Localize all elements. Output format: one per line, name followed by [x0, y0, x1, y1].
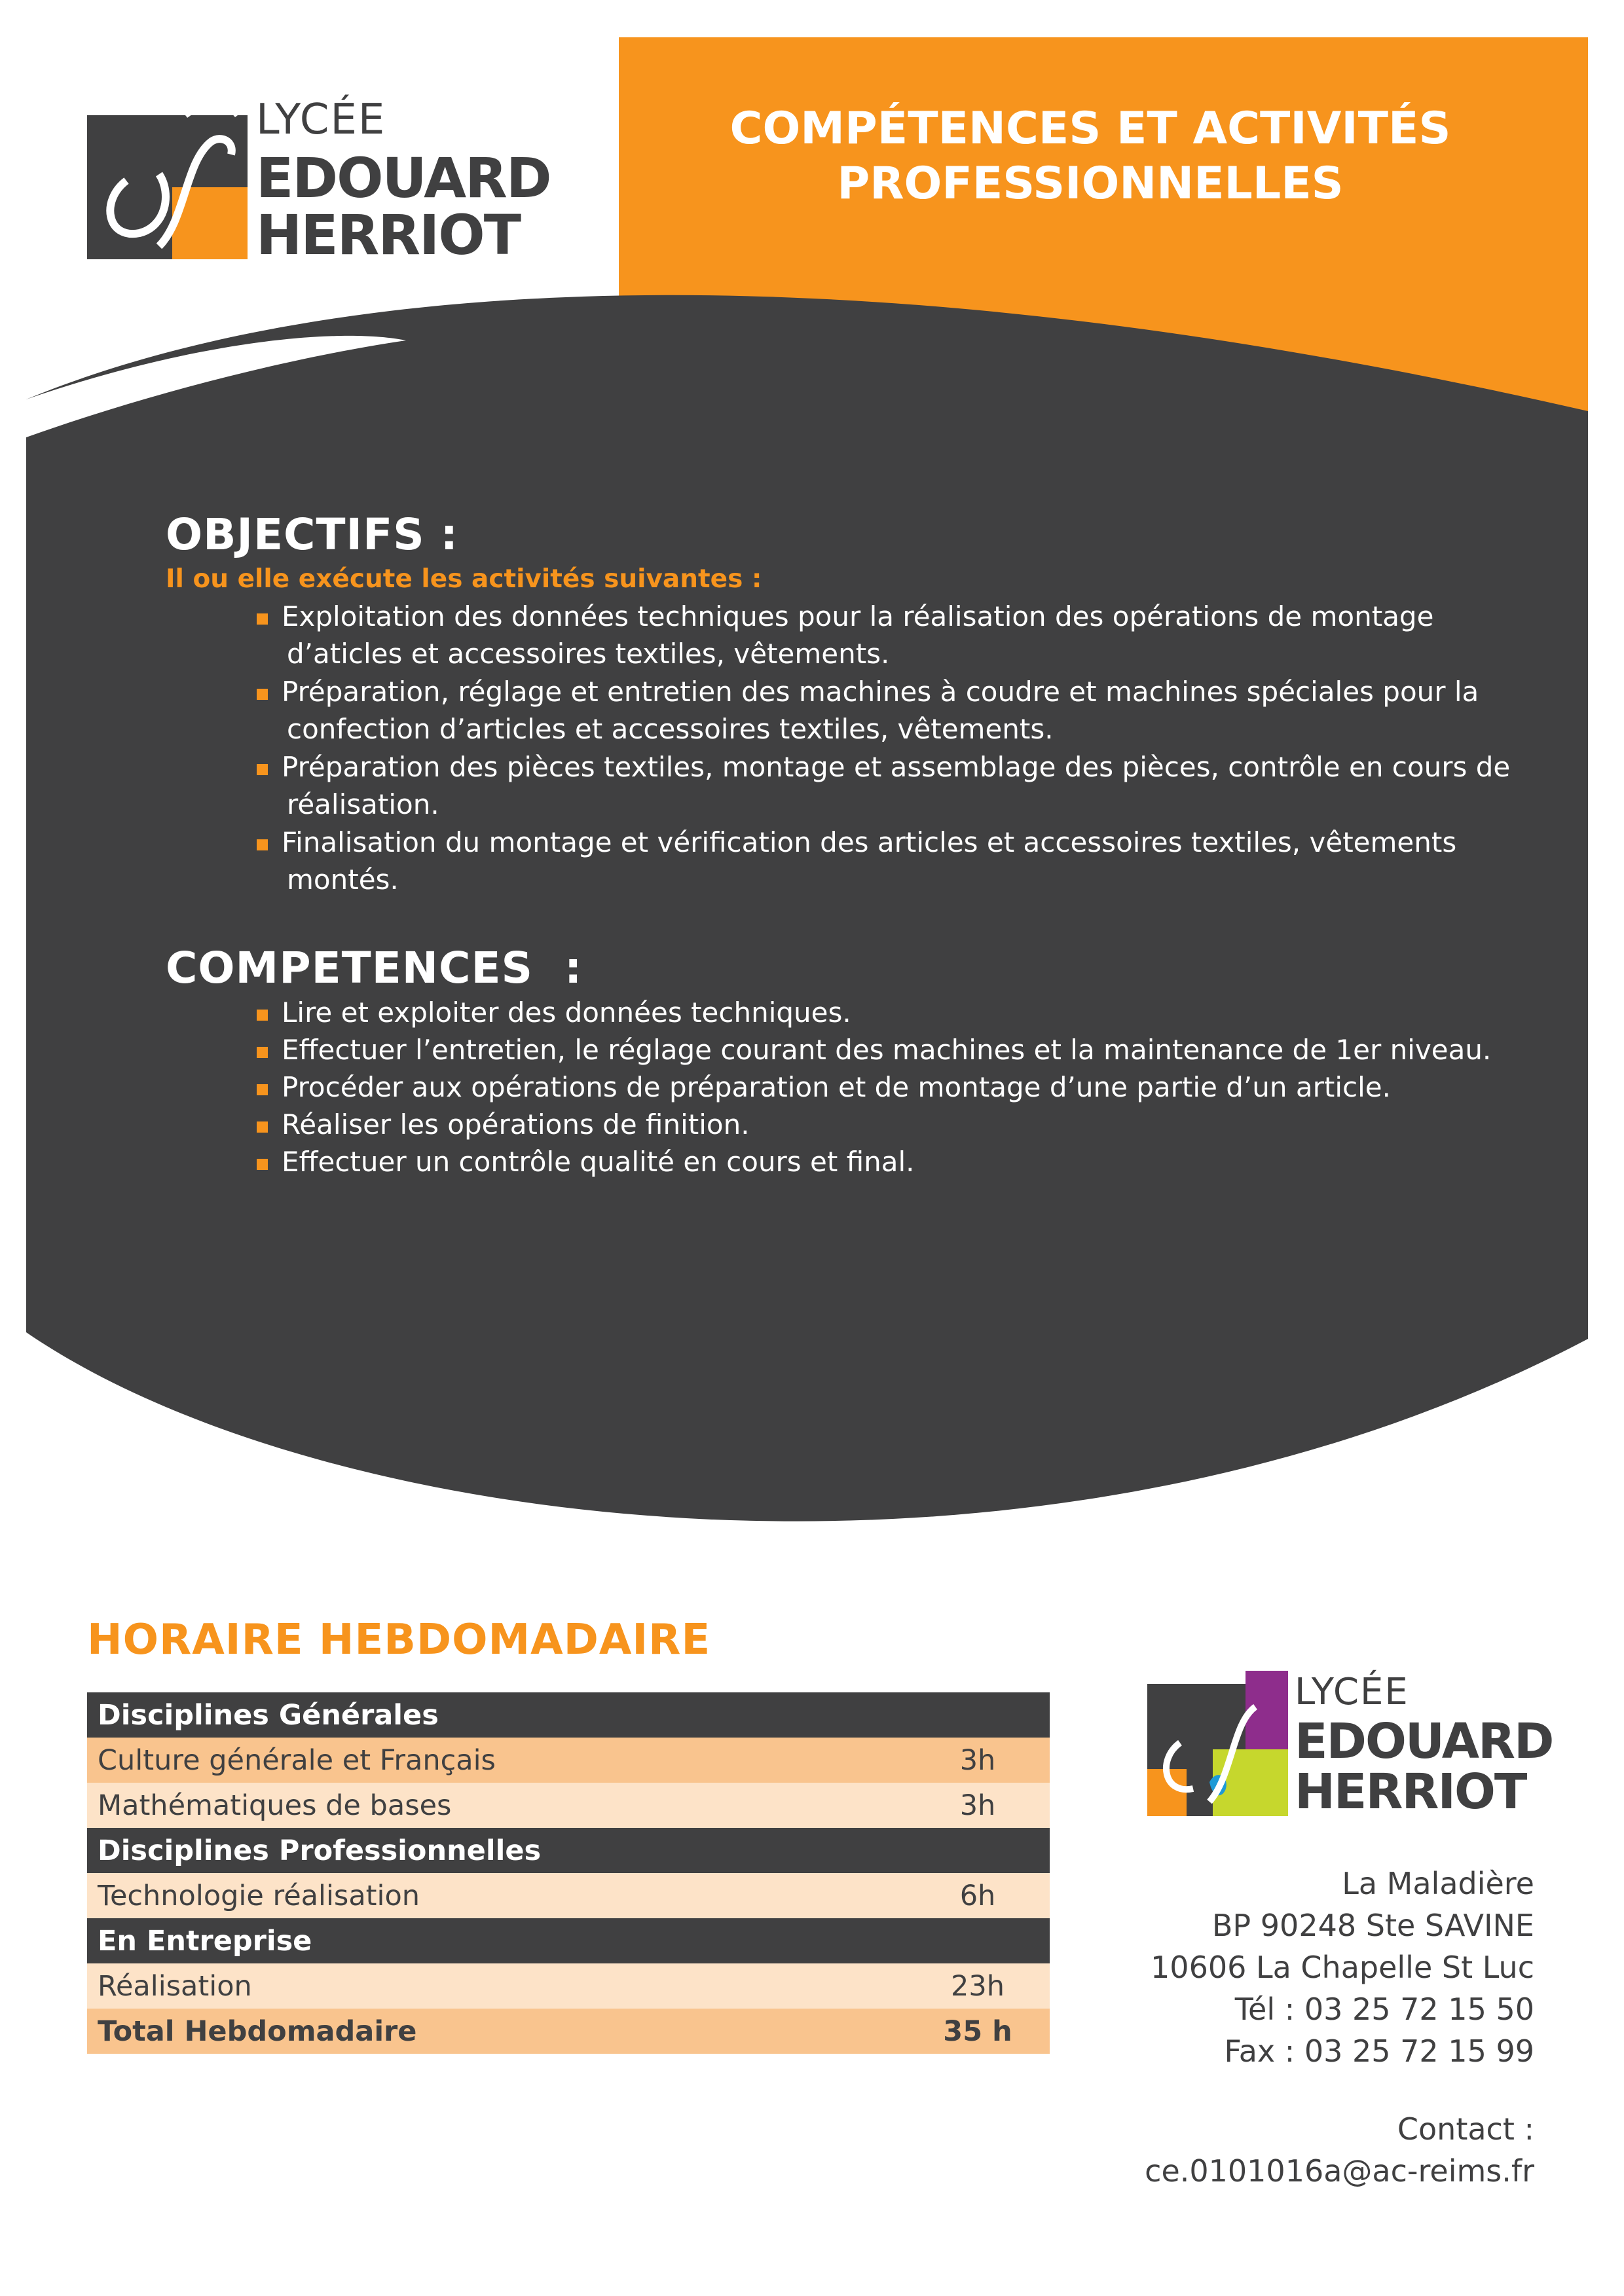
item-text: Effectuer l’entretien, le réglage courant des machines et la maintenance de 1er niveau.	[282, 1034, 1492, 1066]
table-row	[87, 1963, 1050, 2009]
logo-herriot-text: HERRIOT	[1295, 1764, 1526, 1820]
row-hours	[906, 1918, 1050, 1963]
objectifs-list	[257, 598, 1553, 899]
item-text: Lire et exploiter des données techniques.	[282, 996, 851, 1029]
bullet-square-icon	[257, 613, 268, 625]
row-label: Disciplines Professionnelles	[87, 1828, 906, 1873]
logo-mark-icon	[87, 102, 248, 259]
row-hours: 6h	[906, 1873, 1050, 1918]
address-line: BP 90248 Ste SAVINE	[1211, 1908, 1534, 1943]
item-line: réalisation.	[287, 788, 439, 820]
contact-block	[1145, 2108, 1534, 2192]
address-block	[1151, 1863, 1534, 2072]
row-label: Disciplines Générales	[87, 1692, 906, 1738]
page-title-line2: PROFESSIONNELLES	[837, 158, 1344, 210]
row-hours: 3h	[906, 1783, 1050, 1828]
item-text: Effectuer un contrôle qualité en cours et final.	[282, 1146, 915, 1178]
bullet-square-icon	[257, 764, 268, 775]
table-row	[87, 1738, 1050, 1783]
table-row	[87, 1783, 1050, 1828]
row-label: En Entreprise	[87, 1918, 906, 1963]
item-line: montés.	[287, 864, 399, 896]
list-item	[257, 1031, 1553, 1068]
row-label: Mathématiques de bases	[87, 1783, 906, 1828]
item-line: d’aticles et accessoires textiles, vêtements.	[287, 638, 890, 670]
item-text: Réaliser les opérations de finition.	[282, 1108, 750, 1140]
bullet-square-icon	[257, 1010, 268, 1021]
page-title-line1: COMPÉTENCES ET ACTIVITÉS	[729, 103, 1451, 155]
bullet-square-icon	[257, 1121, 268, 1133]
competences-title: COMPETENCES :	[166, 943, 583, 993]
list-item	[257, 598, 1553, 672]
contact-label: Contact :	[1397, 2111, 1534, 2147]
logo-edouard-text: EDOUARD	[256, 146, 551, 210]
address-line: La Maladière	[1342, 1866, 1534, 1901]
table-row	[87, 1828, 1050, 1873]
list-item	[257, 824, 1553, 898]
item-line: Finalisation du montage et vérification des articles et accessoires textiles, vêtements	[282, 826, 1457, 858]
logo-lycee-text: LYCÉE	[256, 96, 386, 144]
list-item	[257, 1106, 1553, 1143]
schedule-table	[87, 1692, 1050, 2054]
dark-center-shape	[26, 295, 1588, 1522]
list-item	[257, 748, 1553, 823]
row-hours: 23h	[906, 1963, 1050, 2009]
row-hours	[906, 1828, 1050, 1873]
table-row-total	[87, 2009, 1050, 2054]
item-line: Exploitation des données techniques pour la réalisation des opérations de montage	[282, 600, 1434, 632]
row-label: Total Hebdomadaire	[87, 2009, 906, 2054]
logo-bottom	[1147, 1671, 1553, 1821]
item-line: confection d’articles et accessoires textiles, vêtements.	[287, 713, 1054, 745]
row-label: Réalisation	[87, 1963, 906, 2009]
address-line: 10606 La Chapelle St Luc	[1151, 1950, 1534, 1985]
table-row	[87, 1692, 1050, 1738]
objectifs-subtitle: Il ou elle exécute les activités suivantes :	[166, 564, 762, 594]
row-hours: 35 h	[906, 2009, 1050, 2054]
table-row	[87, 1918, 1050, 1963]
bullet-square-icon	[257, 839, 268, 850]
list-item	[257, 994, 1553, 1031]
logo-lycee-text: LYCÉE	[1295, 1671, 1409, 1713]
logo-herriot-text: HERRIOT	[256, 203, 521, 267]
page-title	[619, 101, 1562, 211]
row-hours	[906, 1692, 1050, 1738]
bullet-square-icon	[257, 1159, 268, 1170]
table-row	[87, 1873, 1050, 1918]
row-hours: 3h	[906, 1738, 1050, 1783]
list-item	[257, 1068, 1553, 1106]
competences-list	[257, 994, 1553, 1180]
phone-text: Tél : 03 25 72 15 50	[1234, 1992, 1534, 2027]
logo-mark-color-icon	[1147, 1671, 1288, 1816]
list-item	[257, 673, 1553, 748]
contact-email-link[interactable]: ce.0101016a@ac-reims.fr	[1145, 2153, 1534, 2189]
row-label: Culture générale et Français	[87, 1738, 906, 1783]
list-item	[257, 1143, 1553, 1180]
bullet-square-icon	[257, 1047, 268, 1058]
logo-top	[87, 90, 551, 267]
row-label: Technologie réalisation	[87, 1873, 906, 1918]
item-text: Procéder aux opérations de préparation et de montage d’une partie d’un article.	[282, 1071, 1391, 1103]
item-line: Préparation des pièces textiles, montage et assemblage des pièces, contrôle en cours de	[282, 751, 1511, 783]
bullet-square-icon	[257, 1084, 268, 1095]
logo-edouard-text: EDOUARD	[1295, 1713, 1553, 1770]
objectifs-title: OBJECTIFS :	[166, 509, 459, 560]
bullet-square-icon	[257, 689, 268, 700]
horaire-title: HORAIRE HEBDOMADAIRE	[87, 1616, 711, 1664]
item-line: Préparation, réglage et entretien des machines à coudre et machines spéciales pour la	[282, 676, 1479, 708]
fax-text: Fax : 03 25 72 15 99	[1224, 2033, 1534, 2069]
